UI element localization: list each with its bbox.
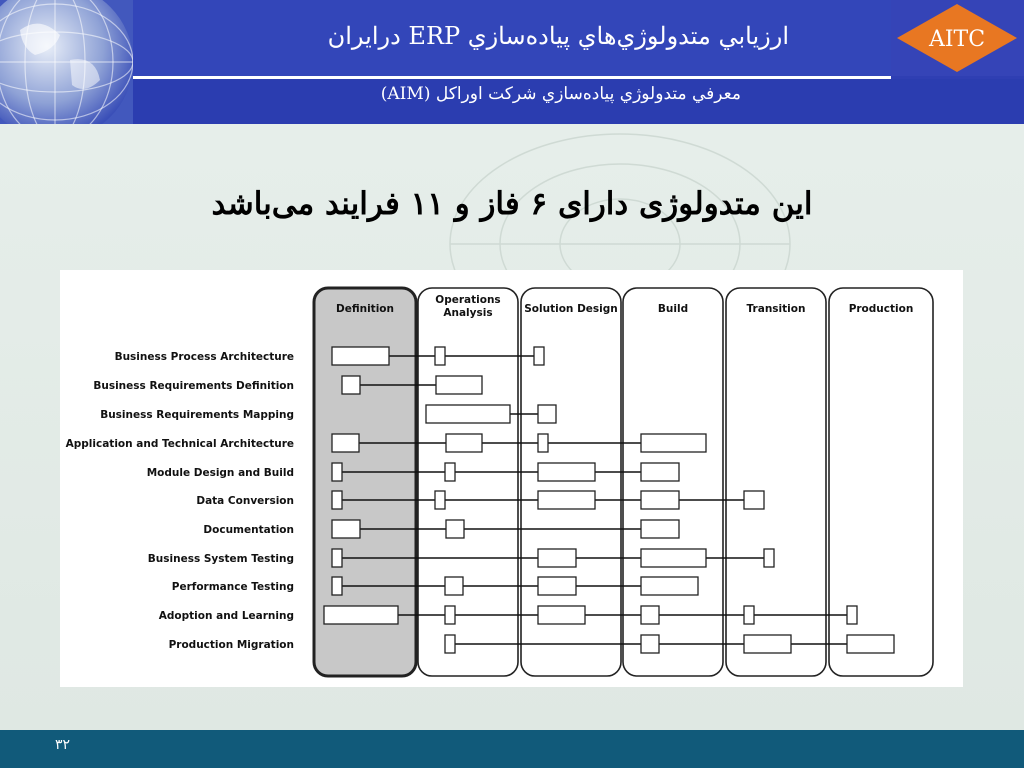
- activity-box-7-1: [332, 520, 360, 538]
- activity-box-6-4: [641, 491, 679, 509]
- process-label-5: Module Design and Build: [146, 467, 294, 479]
- activity-box-9-1: [332, 577, 342, 595]
- aim-diagram: [60, 270, 963, 687]
- slide-footer: [0, 730, 1024, 768]
- phase-header-transition: Transition: [746, 303, 806, 315]
- phase-header-solution-design: Solution Design: [524, 303, 618, 315]
- activity-box-10-1: [324, 606, 398, 624]
- activity-box-10-4: [641, 606, 659, 624]
- phase-header-production: Production: [848, 303, 914, 315]
- activity-box-10-6: [847, 606, 857, 624]
- activity-box-6-5: [744, 491, 764, 509]
- activity-box-6-2: [435, 491, 445, 509]
- activity-box-8-4: [764, 549, 774, 567]
- activity-box-8-1: [332, 549, 342, 567]
- activity-box-8-3: [641, 549, 706, 567]
- activity-box-11-4: [847, 635, 894, 653]
- activity-box-10-3: [538, 606, 585, 624]
- page-number: ۳۲: [55, 737, 71, 753]
- activity-box-2-2: [436, 376, 482, 394]
- activity-box-3-2: [538, 405, 556, 423]
- activity-box-7-2: [446, 520, 464, 538]
- activity-box-9-3: [538, 577, 576, 595]
- activity-box-4-4: [641, 434, 706, 452]
- activity-box-1-3: [534, 347, 544, 365]
- activity-box-1-1: [332, 347, 389, 365]
- activity-box-9-2: [445, 577, 463, 595]
- process-label-4: Application and Technical Architecture: [65, 438, 294, 450]
- activity-box-2-1: [342, 376, 360, 394]
- phase-column-transition: [726, 288, 826, 676]
- phase-header-definition: Definition: [335, 303, 395, 315]
- activity-box-11-1: [445, 635, 455, 653]
- phase-header-build: Build: [657, 303, 689, 315]
- activity-box-6-3: [538, 491, 595, 509]
- process-label-3: Business Requirements Mapping: [100, 409, 294, 421]
- activity-box-5-4: [641, 463, 679, 481]
- process-label-8: Business System Testing: [147, 553, 294, 565]
- globe-icon: [0, 0, 133, 124]
- process-label-1: Business Process Architecture: [114, 351, 294, 363]
- activity-box-11-2: [641, 635, 659, 653]
- activity-box-1-2: [435, 347, 445, 365]
- activity-box-5-1: [332, 463, 342, 481]
- activity-box-10-5: [744, 606, 754, 624]
- slide-header: [0, 0, 1024, 124]
- logo-text: AITC: [928, 27, 986, 52]
- activity-box-5-3: [538, 463, 595, 481]
- activity-box-11-3: [744, 635, 791, 653]
- activity-box-6-1: [332, 491, 342, 509]
- activity-box-4-3: [538, 434, 548, 452]
- process-label-10: Adoption and Learning: [158, 610, 294, 622]
- activity-box-9-4: [641, 577, 698, 595]
- activity-box-8-2: [538, 549, 576, 567]
- company-logo: [891, 0, 1024, 76]
- phase-header-operations-analysis: Operations Analysis: [435, 294, 501, 319]
- header-title: ارزيابي متدولوژي‌هاي پياده‌سازي ERP درايران: [327, 22, 789, 50]
- process-label-6: Data Conversion: [196, 495, 294, 507]
- process-label-7: Documentation: [203, 524, 294, 536]
- process-label-11: Production Migration: [168, 639, 294, 651]
- activity-box-4-1: [332, 434, 359, 452]
- phase-column-build: [623, 288, 723, 676]
- activity-box-7-3: [641, 520, 679, 538]
- aim-phase-process-chart: [60, 270, 963, 687]
- activity-box-3-1: [426, 405, 510, 423]
- phase-column-operations-analysis: [418, 288, 518, 676]
- slide-heading: این متدولوژی دارای ۶ فاز و ۱۱ فرایند می‌باشد: [211, 186, 813, 222]
- process-label-9: Performance Testing: [171, 581, 294, 593]
- activity-box-10-2: [445, 606, 455, 624]
- phase-column-production: [829, 288, 933, 676]
- activity-box-4-2: [446, 434, 482, 452]
- process-label-2: Business Requirements Definition: [93, 380, 294, 392]
- header-subtitle: معرفي متدولوژي پياده‌سازي شركت اوراكل (AIM): [380, 84, 741, 104]
- activity-box-5-2: [445, 463, 455, 481]
